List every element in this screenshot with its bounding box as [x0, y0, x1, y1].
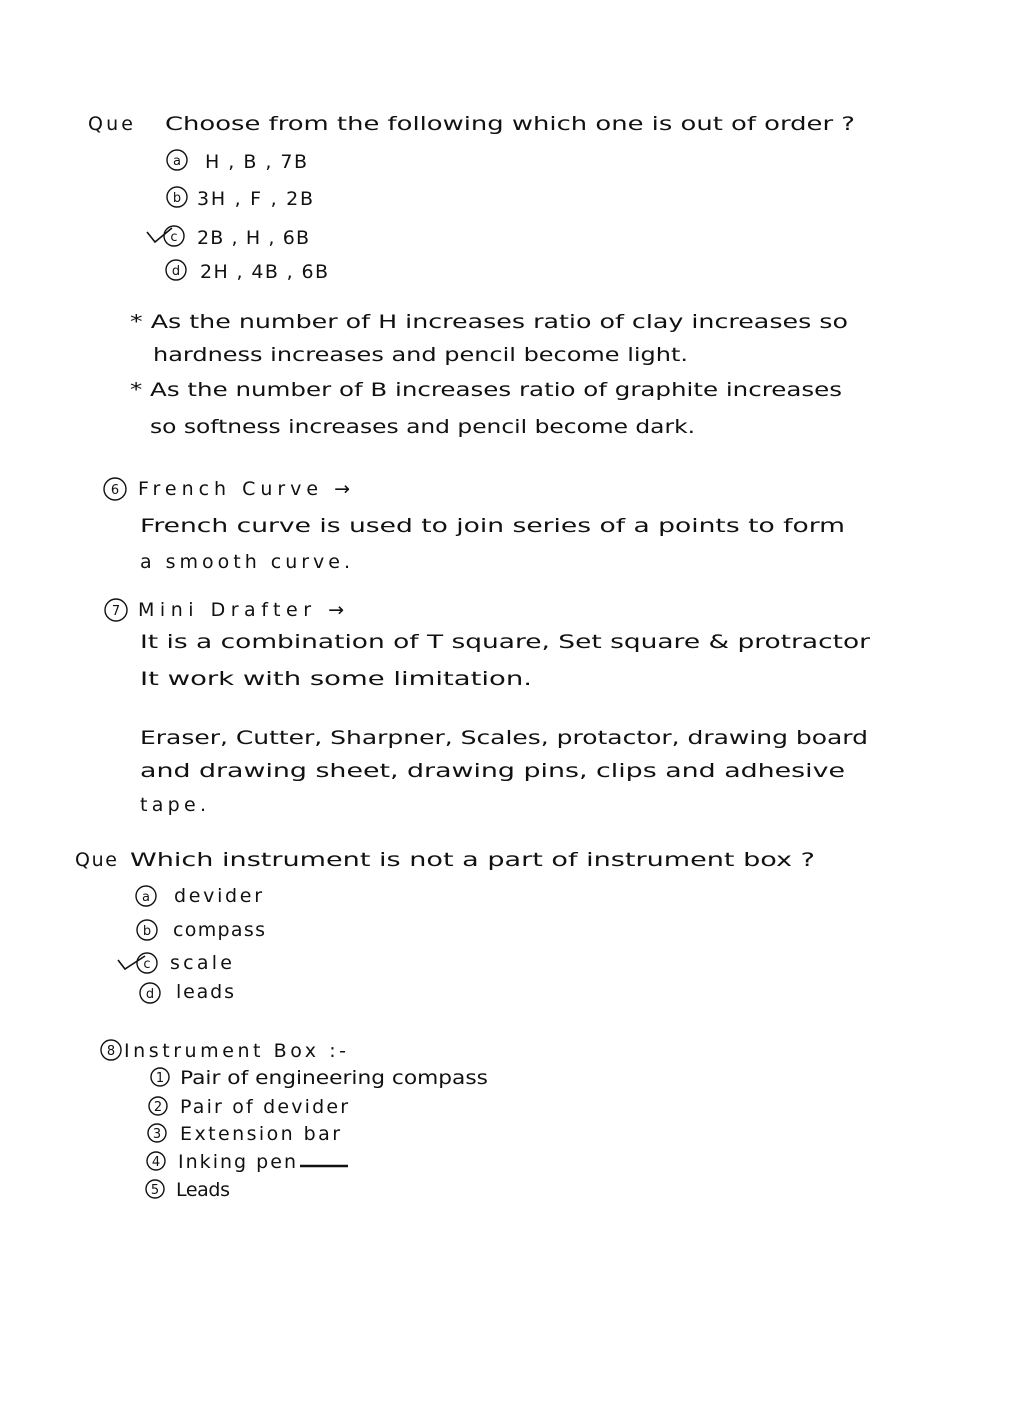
drawing-materials-paragraph: [140, 727, 868, 816]
option-label: a: [142, 890, 150, 905]
option-b: [137, 919, 265, 941]
pencil-grade-notes: [130, 311, 848, 438]
option-a: [136, 885, 262, 907]
item-text: Inking pen: [178, 1151, 296, 1173]
section-instrument-box: [101, 1040, 488, 1201]
note-line: * As the number of H increases ratio of clay increases so: [130, 311, 848, 333]
question-prefix: Que: [75, 849, 117, 871]
check-mark-icon: [118, 956, 145, 969]
option-label: d: [171, 264, 181, 279]
question-prefix: Que: [88, 113, 133, 135]
item-number: 5: [150, 1183, 160, 1198]
option-c: [147, 226, 309, 249]
list-item: [146, 1179, 230, 1201]
section-title: Mini Drafter →: [138, 599, 344, 621]
body-line: Eraser, Cutter, Sharpner, Scales, protactor, drawing board: [140, 727, 868, 749]
body-line: tape.: [140, 794, 206, 816]
note-line: hardness increases and pencil become light.: [153, 344, 688, 366]
section-title: Instrument Box :-: [124, 1040, 346, 1062]
item-number: 1: [155, 1071, 165, 1086]
list-item: [149, 1096, 348, 1118]
item-text: Extension bar: [180, 1123, 340, 1145]
option-d: [140, 981, 234, 1003]
section-title: French Curve →: [138, 478, 350, 500]
option-text: scale: [170, 952, 232, 974]
option-text: leads: [176, 981, 234, 1003]
body-line: a smooth curve.: [140, 551, 350, 573]
option-label: b: [172, 191, 182, 206]
option-text: compass: [173, 919, 265, 941]
note-line: so softness increases and pencil become dark.: [150, 416, 695, 438]
question-1: [88, 113, 855, 283]
item-text: Leads: [176, 1179, 230, 1201]
section-number: 8: [106, 1044, 116, 1059]
check-mark-icon: [147, 228, 172, 242]
body-line: and drawing sheet, drawing pins, clips and adhesive: [140, 760, 845, 782]
option-label: c: [143, 957, 151, 972]
body-line: It work with some limitation.: [140, 668, 532, 690]
option-text: 2B , H , 6B: [197, 227, 309, 249]
item-number: 4: [151, 1155, 161, 1170]
body-line: It is a combination of T square, Set square & protractor: [140, 631, 871, 653]
list-item: [147, 1151, 348, 1173]
section-number: 6: [110, 483, 120, 498]
section-number: 7: [111, 604, 121, 619]
option-label: c: [170, 230, 178, 245]
option-b: [167, 187, 313, 210]
option-c: [118, 952, 232, 974]
section-french-curve: [104, 478, 845, 573]
item-text: Pair of engineering compass: [180, 1067, 488, 1089]
list-item: [148, 1123, 340, 1145]
note-line: * As the number of B increases ratio of graphite increases: [130, 379, 842, 401]
option-label: a: [173, 154, 181, 169]
option-text: H , B , 7B: [205, 151, 307, 173]
question-text: Which instrument is not a part of instrument box ?: [130, 849, 815, 871]
option-label: d: [145, 987, 155, 1002]
item-text: Pair of devider: [180, 1096, 348, 1118]
list-item: [151, 1067, 488, 1089]
item-number: 3: [152, 1127, 162, 1142]
option-d: [166, 260, 328, 283]
question-text: Choose from the following which one is out of order ?: [165, 113, 855, 135]
option-text: 3H , F , 2B: [197, 188, 313, 210]
body-line: French curve is used to join series of a points to form: [140, 515, 845, 537]
question-2: [75, 849, 815, 1003]
option-text: 2H , 4B , 6B: [200, 261, 328, 283]
option-a: [167, 150, 307, 173]
option-label: b: [142, 924, 152, 939]
section-mini-drafter: [105, 599, 870, 690]
option-text: devider: [174, 885, 262, 907]
item-number: 2: [153, 1100, 163, 1115]
